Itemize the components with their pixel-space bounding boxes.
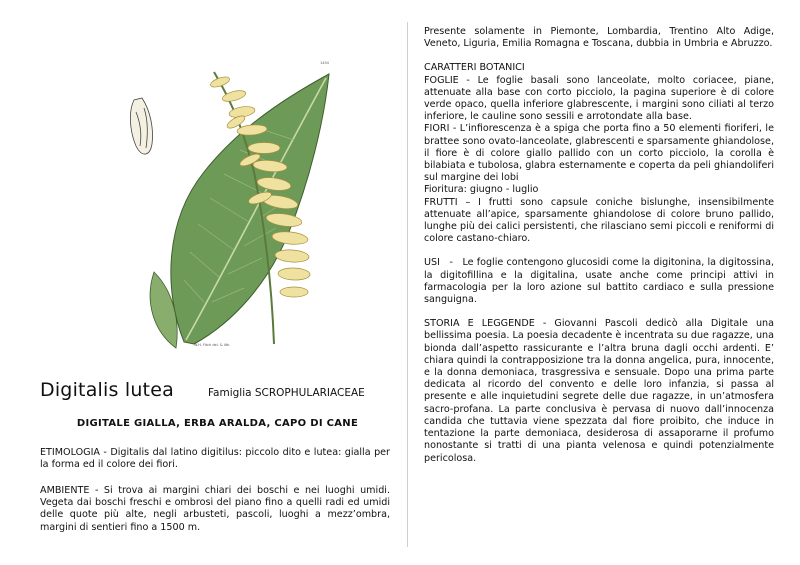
frutti-paragraph: FRUTTI – I frutti sono capsule coniche bislunghe, insensibilmente attenuate all’apice, sparsamente ghiandolose di colore bruno pallido, lunghe più dei calici persistenti, che rilasciano semi piccoli e reniformi di colore castano-chiaro. <box>424 196 774 245</box>
common-names: DIGITALE GIALLA, ERBA ARALDA, CAPO DI CANE <box>76 418 359 429</box>
right-column <box>424 26 778 465</box>
left-column <box>40 0 395 565</box>
etimologia-paragraph: ETIMOLOGIA - Digitalis dal latino digitilus: piccolo dito e lutea: gialla per la forma ed il colore dei fiori. <box>40 447 390 471</box>
distribution-paragraph: Presente solamente in Piemonte, Lombardia, Trentino Alto Adige, Veneto, Liguria, Emilia Romagna e Toscana, dubbia in Umbria e Abruzzo. <box>424 26 774 50</box>
family-name: Famiglia SCROPHULARIACEAE <box>207 387 365 399</box>
plate-number: 1454 <box>320 61 329 65</box>
usi-paragraph: USI - Le foglie contengono glucosidi come la digitonina, la digitossina, la digitofillina e la digitalina, usate anche come principi attivi in farmacologia per la loro azione sul battito cardiaco e sulla pressione sanguigna. <box>424 257 778 306</box>
column-divider <box>407 22 408 547</box>
ambiente-paragraph: AMBIENTE - Si trova ai margini chiari dei boschi e nei luoghi umidi. Vegeta dai boschi freschi e ombrosi del piano fino a quelli radi ed umidi delle quote più alte, negli arbusteti, pascoli, luoghi a mezz’ombra, margini di sentieri fino a 1500 m. <box>40 485 390 533</box>
plate-credit: W.H. Fitch del. & lith. <box>194 343 231 347</box>
title-row <box>40 379 395 401</box>
fiori-paragraph: FIORI - L’infiorescenza è a spiga che porta fino a 50 elementi fioriferi, le brattee sono ovato-lanceolate, glabrescenti e sparsamente ghiandolose, il fiore è di colore giallo pallido con un corto picciolo, la corolla è bilabiata e tubolosa, glabra esternamente e coperta da peli ghiandoliferi sul margine dei lobi <box>424 123 774 184</box>
latin-name: Digitalis lutea <box>40 379 174 401</box>
storia-paragraph: STORIA E LEGGENDE - Giovanni Pascoli dedicò alla Digitale una bellissima poesia. La poesia decadente è incentrata su due ragazze, una bionda dall’aspetto rassicurante e l’altra bruna dagli occhi ardenti. E’ chiara quindi la contrapposizione tra la donna angelica, pura, innocente, e la donna demoniaca, trasgressiva e sensuale. Dopo una prima parte dedicata al ricordo del convento e delle loro infanzia, si passa al presente e alle inquietudini segrete delle due ragazze, in un’atmosfera sacro-profana. La parte conclusiva è pervasa di nuovo dall’innocenza candida che tuttavia viene spezzata dal fiore proibito, che induce in tentazione la parte demoniaca, desiderosa di assaporarne il profumo nonostante si tratti di una pianta velenosa e quindi potenzialmente pericolosa. <box>424 318 774 464</box>
botanical-illustration <box>124 52 350 352</box>
foglie-paragraph: FOGLIE - Le foglie basali sono lanceolate, molto coriacee, piane, attenuate alla base con corto picciolo, la pagina superiore è di colore verde opaco, quella inferiore glabrescente, i margini sono ciliati al terzo inferiore, le cauline sono sessili e arrotondate alla base. <box>424 74 774 123</box>
caratteri-heading: CARATTERI BOTANICI <box>424 62 525 74</box>
flower-detail-drawing <box>130 98 152 154</box>
fioritura-line: Fioritura: giugno - luglio <box>424 184 539 196</box>
